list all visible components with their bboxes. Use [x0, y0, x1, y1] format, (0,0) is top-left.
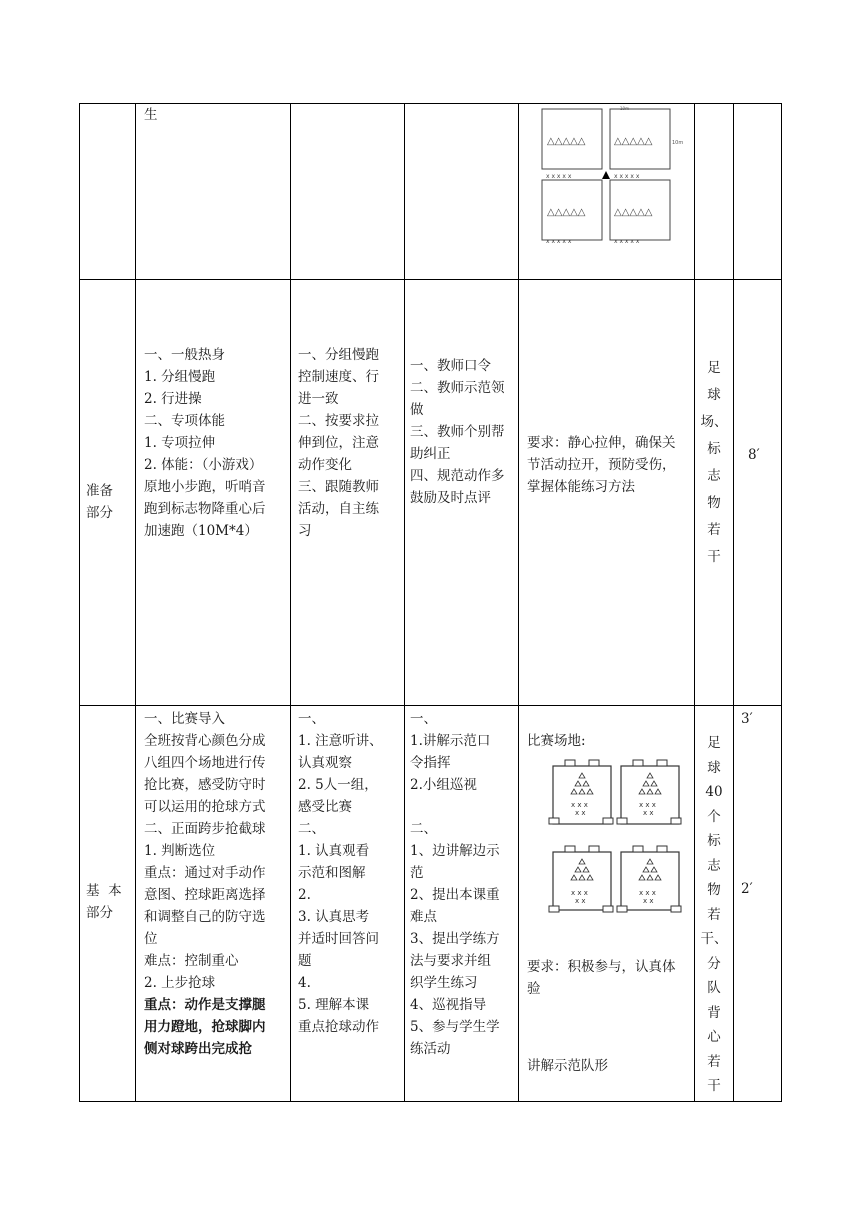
- equipment-char: 球: [707, 387, 721, 403]
- content-line: 2. 上步抢球: [144, 975, 216, 991]
- teacher-marker: [602, 171, 610, 179]
- teacher-line: 助纠正: [410, 446, 451, 462]
- diagram-side-label: 10m: [672, 140, 684, 146]
- row1-content-cell: [144, 104, 158, 126]
- equipment-char: 个: [707, 808, 721, 825]
- content-line: 难点：控制重心: [144, 953, 239, 969]
- teacher-line: 5、参与学生学: [410, 1019, 500, 1035]
- col-divider-2: [290, 103, 291, 1102]
- org-requirement-line: 要求：积极参与，认真体: [527, 959, 676, 975]
- teacher-line: 范: [410, 865, 424, 881]
- org-title: 比赛场地:: [527, 733, 586, 749]
- equipment-char: 标: [707, 833, 721, 849]
- student-line: 伸到位，注意: [298, 435, 379, 451]
- student-line: 二、按要求拉: [298, 413, 379, 429]
- content-line-bold: 用力蹬地，抢球脚内: [144, 1019, 266, 1035]
- content-line: 全班按背心颜色分成: [144, 733, 266, 749]
- triangle-row: △△△△△: [614, 136, 653, 147]
- teacher-line: 法与要求并组: [410, 953, 491, 969]
- student-line: 示范和图解: [298, 865, 366, 881]
- student-line: 活动，自主练: [298, 501, 379, 517]
- content-line-bold: 重点：动作是支撑腿: [144, 997, 266, 1013]
- equipment-char: 足: [707, 735, 721, 751]
- time-value: 3′: [741, 711, 753, 727]
- student-line: 进一致: [298, 391, 339, 407]
- content-line: 2. 体能：（小游戏）: [144, 457, 263, 473]
- equipment-char: 球: [707, 759, 721, 776]
- equipment-char: 心: [707, 1029, 721, 1045]
- row-divider-2: [79, 705, 782, 706]
- student-line: 3. 认真思考: [298, 909, 370, 925]
- content-line: 2. 行进操: [144, 391, 202, 407]
- content-line: 跑到标志物降重心后: [144, 501, 266, 517]
- equipment-char: 场、: [700, 414, 728, 430]
- x-row: x x x x x: [614, 173, 640, 180]
- student-line: 4.: [298, 975, 311, 991]
- basic-time-cell-1: [741, 708, 753, 730]
- triangle-row: △△△△△: [547, 136, 586, 147]
- x-row: x x x x x: [546, 238, 572, 244]
- student-line: 一、: [298, 711, 325, 727]
- org-requirement-line: 验: [527, 981, 541, 997]
- student-line: 动作变化: [298, 457, 352, 473]
- content-line: 可以运用的抢球方式: [144, 799, 266, 815]
- content-line: 1. 分组慢跑: [144, 369, 216, 385]
- student-line: 三、跟随教师: [298, 479, 379, 495]
- content-line: 二、专项体能: [144, 413, 225, 429]
- x-group: x x: [643, 897, 654, 905]
- content-line: 加速跑（10M*4）: [144, 523, 258, 539]
- teacher-line: 一、教师口令: [410, 358, 491, 374]
- student-line: 题: [298, 953, 312, 969]
- basic-section-cell: [86, 880, 122, 924]
- student-line: 1. 注意听讲、: [298, 733, 383, 749]
- content-line: 八组四个场地进行传: [144, 755, 266, 771]
- basic-content-cell: [144, 708, 266, 1060]
- student-line: 2. 5人一组，: [298, 777, 378, 793]
- equipment-char: 物: [707, 882, 721, 898]
- student-line: 1. 认真观看: [298, 843, 370, 859]
- teacher-line: [410, 796, 500, 818]
- section-label-line: 基 本: [86, 883, 122, 899]
- equipment-char: 足: [707, 360, 721, 376]
- equipment-char: 若: [707, 522, 721, 538]
- student-line: 重点抢球动作: [298, 1019, 379, 1035]
- content-line-bold: 侧对球跨出完成抢: [144, 1041, 252, 1057]
- basic-org-title: [527, 730, 586, 752]
- org-line: 节活动拉开，预防受伤，: [527, 457, 676, 473]
- teacher-line: 2、提出本课重: [410, 887, 500, 903]
- teacher-line: 2.小组巡视: [410, 777, 477, 793]
- student-line: 认真观察: [298, 755, 352, 771]
- time-value: 8′: [748, 447, 760, 463]
- student-line: 一、分组慢跑: [298, 347, 379, 363]
- equipment-char: 标: [707, 441, 721, 457]
- student-line: 5. 理解本课: [298, 997, 370, 1013]
- content-line: 原地小步跑，听哨音: [144, 479, 266, 495]
- prep-equipment-cell: [695, 355, 733, 571]
- teacher-line: 难点: [410, 909, 437, 925]
- content-line: 生: [144, 107, 158, 123]
- teacher-line: 令指挥: [410, 755, 451, 771]
- student-line: 习: [298, 523, 312, 539]
- table-border-bottom: [79, 1101, 782, 1102]
- teacher-line: 织学生练习: [410, 975, 478, 991]
- content-line: 抢比赛，感受防守时: [144, 777, 266, 793]
- content-line: 一、比赛导入: [144, 711, 225, 727]
- x-group: x x x: [639, 801, 656, 809]
- content-line: 1. 专项拉伸: [144, 435, 216, 451]
- teacher-line: 三、教师个别帮: [410, 424, 505, 440]
- diagram-top-label: 10m: [620, 106, 629, 111]
- x-group: x x x: [571, 801, 588, 809]
- student-line: 并适时回答问: [298, 931, 379, 947]
- basic-org-requirement: [527, 956, 676, 1000]
- x-row: x x x x x: [546, 173, 572, 180]
- student-line: 二、: [298, 821, 325, 837]
- prep-section-cell: [86, 480, 113, 524]
- basic-student-cell: [298, 708, 383, 1038]
- teacher-line: 3、提出学练方: [410, 931, 500, 947]
- section-label-line: 准备: [86, 483, 113, 499]
- equipment-char: 志: [707, 468, 721, 484]
- content-line: 和调整自己的防守选: [144, 909, 266, 925]
- equipment-char: 若: [707, 906, 721, 923]
- time-value: 2′: [741, 881, 753, 897]
- content-line: 意图、控球距离选择: [144, 887, 266, 903]
- col-divider-3: [404, 103, 405, 1102]
- x-group: x x: [643, 809, 654, 817]
- table-border-right: [781, 103, 782, 1102]
- teacher-line: 四、规范动作多: [410, 468, 505, 484]
- content-line: 位: [144, 931, 158, 947]
- basic-equipment-cell: [695, 731, 733, 1099]
- content-line: 一、一般热身: [144, 347, 225, 363]
- teacher-line: 二、: [410, 821, 437, 837]
- teacher-line: 二、教师示范领: [410, 380, 505, 396]
- teacher-line: 鼓励及时点评: [410, 490, 491, 506]
- x-group: x x: [575, 809, 586, 817]
- basic-org-formation: [527, 1055, 608, 1077]
- prep-student-cell: [298, 344, 379, 542]
- triangle-row: △△△△△: [547, 207, 586, 218]
- equipment-char: 志: [707, 857, 721, 874]
- col-divider-6: [733, 103, 734, 1102]
- table-border-left: [79, 103, 80, 1102]
- org-line: 要求：静心拉伸，确保关: [527, 435, 676, 451]
- teacher-line: 1、边讲解边示: [410, 843, 500, 859]
- prep-organization-cell: [527, 432, 676, 498]
- equipment-char: 背: [707, 1004, 721, 1021]
- teacher-line: 1.讲解示范口: [410, 733, 491, 749]
- x-group: x x x: [571, 889, 588, 897]
- equipment-char: 物: [707, 495, 721, 511]
- equipment-char: 若: [707, 1053, 721, 1070]
- col-divider-1: [135, 103, 136, 1102]
- org-formation-line: 讲解示范队形: [527, 1058, 608, 1074]
- student-line: 感受比赛: [298, 799, 352, 815]
- x-row: x x x x x: [614, 238, 640, 244]
- triangle-row: △△△△△: [614, 207, 653, 218]
- basic-teacher-cell: [410, 708, 500, 1060]
- teacher-line: 一、: [410, 711, 437, 727]
- field-diagram-top: [528, 104, 688, 244]
- equipment-char: 分: [707, 955, 721, 972]
- student-line: 控制速度、行: [298, 369, 379, 385]
- basic-time-cell-2: [741, 878, 753, 900]
- prep-content-cell: [144, 344, 266, 542]
- equipment-char: 干: [707, 549, 721, 565]
- prep-teacher-cell: [410, 355, 505, 509]
- org-line: 掌握体能练习方法: [527, 479, 635, 495]
- teacher-line: 做: [410, 402, 424, 418]
- content-line: 重点：通过对手动作: [144, 865, 266, 881]
- equipment-char: 干、: [700, 931, 728, 947]
- col-divider-4: [518, 103, 519, 1102]
- match-field-diagram: [545, 756, 685, 926]
- section-label-line: 部分: [86, 505, 113, 521]
- x-group: x x: [575, 897, 586, 905]
- content-line: 二、正面跨步抢截球: [144, 821, 266, 837]
- row-divider-1: [79, 279, 782, 280]
- content-line: 1. 判断选位: [144, 843, 216, 859]
- section-label-line: 部分: [86, 905, 113, 921]
- equipment-char: 干: [707, 1078, 721, 1094]
- teacher-line: 练活动: [410, 1041, 451, 1057]
- x-group: x x x: [639, 889, 656, 897]
- equipment-char: 队: [707, 980, 721, 996]
- student-line: 2.: [298, 887, 311, 903]
- equipment-char: 40: [705, 784, 723, 800]
- teacher-line: 4、巡视指导: [410, 997, 487, 1013]
- prep-time-cell: [748, 444, 760, 466]
